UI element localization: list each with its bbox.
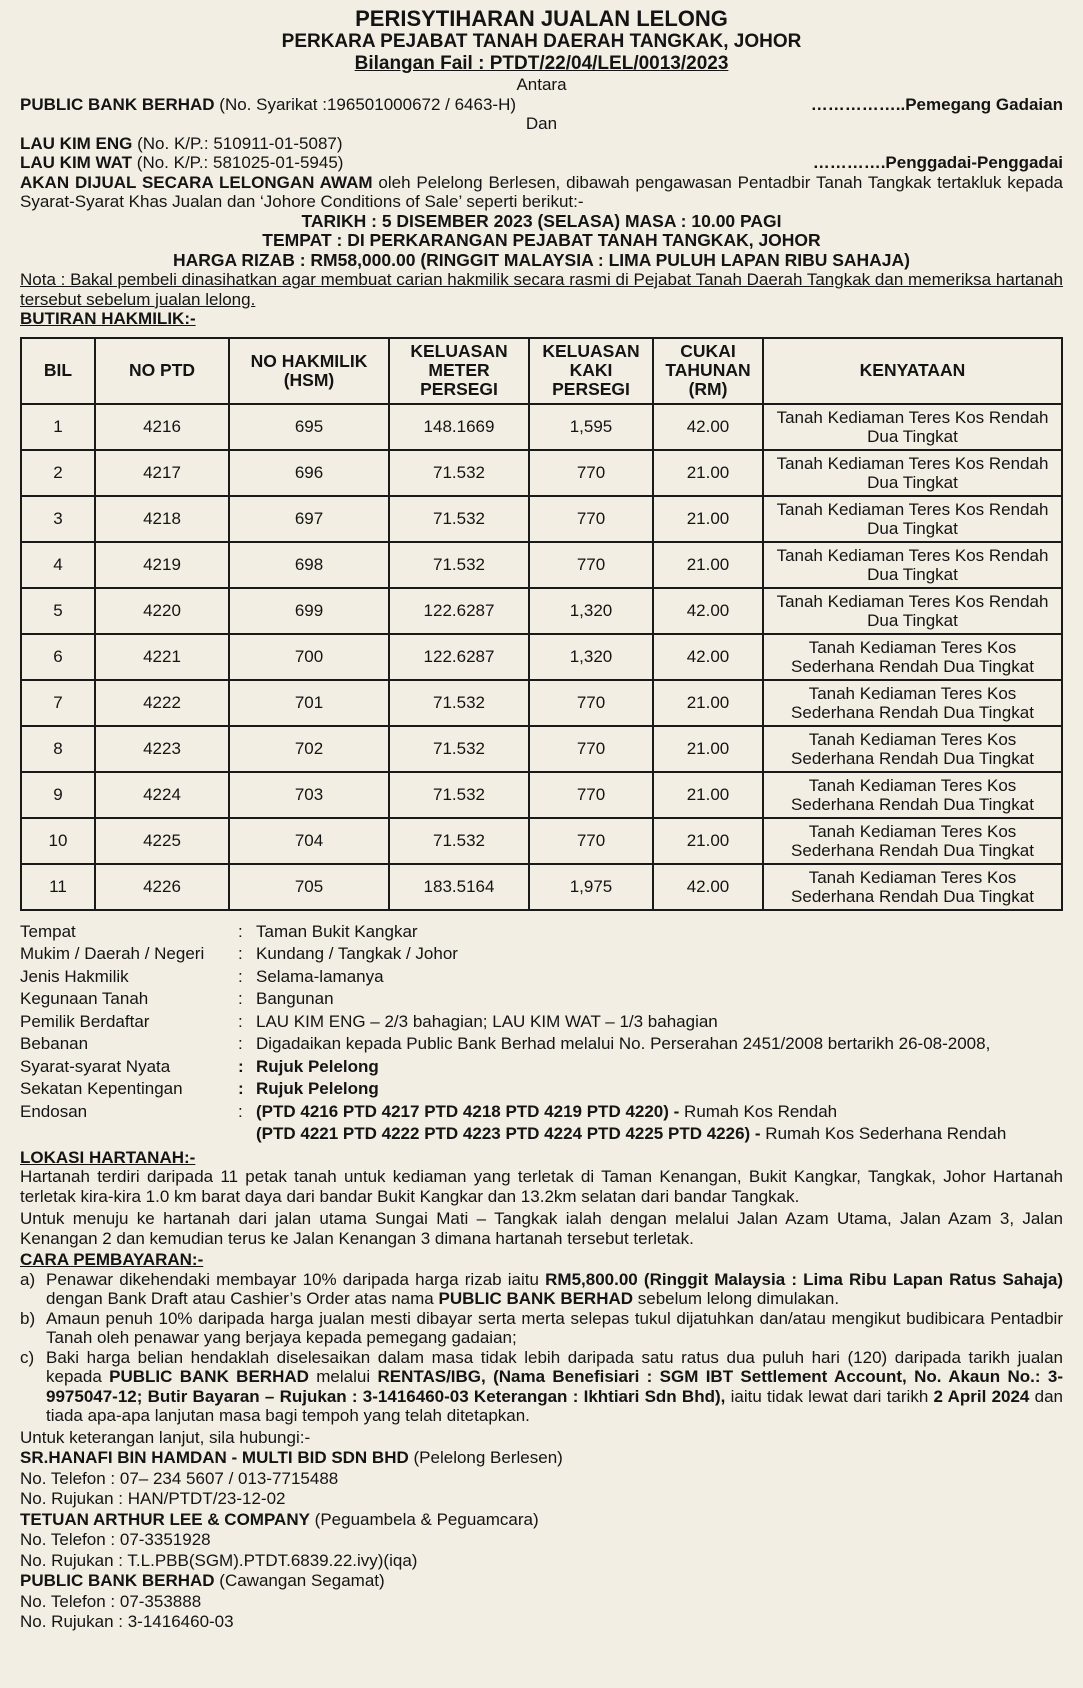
cell-no-hakmilik: 701 — [229, 680, 389, 726]
chargee-line — [20, 95, 1063, 115]
cell-cukai: 21.00 — [653, 496, 763, 542]
sekatan-value: Rujuk Pelelong — [256, 1079, 379, 1098]
table-body — [21, 404, 1062, 910]
cell-cukai: 42.00 — [653, 588, 763, 634]
chargor-1-ic: (No. K/P.: 510911-01-5087) — [132, 133, 343, 153]
cell-keluasan-kaki: 770 — [529, 680, 653, 726]
pemilik-value: LAU KIM ENG – 2/3 bahagian; LAU KIM WAT – 1/3 bahagian — [256, 1011, 718, 1031]
cell-no-hakmilik: 703 — [229, 772, 389, 818]
cell-no-ptd: 4222 — [95, 680, 229, 726]
payment-item-b — [20, 1309, 1063, 1348]
cell-keluasan-kaki: 770 — [529, 772, 653, 818]
col-header-no-ptd: NO PTD — [95, 338, 229, 404]
intro-text: oleh Pelelong Berlesen, dibawah pengawasan Pentadbir Tanah Tangkak tertakluk kepada Syarat-Syarat Khas Jualan dan ‘Johore Conditions of Sale’ seperti berikut:- — [20, 172, 1063, 211]
reserve-price: HARGA RIZAB : RM58,000.00 (RINGGIT MALAYSIA : LIMA PULUH LAPAN RIBU SAHAJA) — [173, 249, 910, 270]
col-header-no-hakmilik: NO HAKMILIK (HSM) — [229, 338, 389, 404]
contact-2-name — [20, 1510, 1063, 1531]
endosan-1-ptd: (PTD 4216 PTD 4217 PTD 4218 PTD 4219 PTD 4220) - — [256, 1101, 680, 1121]
chargor-2 — [20, 153, 343, 173]
cell-no-hakmilik: 704 — [229, 818, 389, 864]
contact-2-reference: No. Rujukan : T.L.PBB(SGM).PTDT.6839.22.ivy)(iqa) — [20, 1550, 418, 1570]
chargee-reg: (No. Syarikat :196501000672 / 6463-H) — [214, 94, 517, 114]
table-row — [21, 588, 1062, 634]
cell-no-ptd: 4217 — [95, 450, 229, 496]
cell-kenyataan: Tanah Kediaman Teres Kos Rendah Dua Tingkat — [763, 588, 1062, 634]
contact-3-org: PUBLIC BANK BERHAD — [20, 1571, 215, 1590]
item-c-part: dan tiada apa-apa lanjutan masa bagi tempoh yang telah ditetapkan. — [46, 1386, 1063, 1425]
table-row — [21, 496, 1062, 542]
sekatan-label: Sekatan Kepentingan — [20, 1079, 183, 1098]
contact-1-org: SR.HANAFI BIN HAMDAN - MULTI BID SDN BHD — [20, 1448, 409, 1467]
item-b-label: b) — [20, 1308, 36, 1328]
col-header-keluasan-kaki: KELUASAN KAKI PERSEGI — [529, 338, 653, 404]
item-c-part: Baki harga belian hendaklah diselesaikan dalam masa tidak lebih daripada satu ratus dua puluh hari (120) daripada tarikh jualan kepada — [46, 1347, 1063, 1386]
table-row — [21, 680, 1062, 726]
table-row — [21, 818, 1062, 864]
item-a-label: a) — [20, 1269, 36, 1289]
cell-keluasan-meter: 71.532 — [389, 680, 529, 726]
chargor-2-name: LAU KIM WAT — [20, 153, 133, 172]
cell-cukai: 42.00 — [653, 864, 763, 910]
cell-no-hakmilik: 705 — [229, 864, 389, 910]
kegunaan-value: Bangunan — [256, 989, 334, 1008]
contact-3-phone: No. Telefon : 07-353888 — [20, 1591, 202, 1611]
auction-notice — [20, 0, 1063, 1633]
dan-label: Dan — [525, 114, 558, 133]
cell-cukai: 21.00 — [653, 450, 763, 496]
cell-no-ptd: 4219 — [95, 542, 229, 588]
tempat-label: Tempat — [20, 921, 76, 941]
contact-1-name — [20, 1448, 1063, 1469]
cell-keluasan-meter: 71.532 — [389, 496, 529, 542]
cell-bil: 2 — [21, 450, 95, 496]
cell-kenyataan: Tanah Kediaman Teres Kos Sederhana Rendah Dua Tingkat — [763, 726, 1062, 772]
kegunaan-label: Kegunaan Tanah — [20, 989, 149, 1008]
cell-kenyataan: Tanah Kediaman Teres Kos Sederhana Rendah Dua Tingkat — [763, 864, 1062, 910]
cell-keluasan-kaki: 770 — [529, 726, 653, 772]
cell-no-ptd: 4226 — [95, 864, 229, 910]
chargee-name: PUBLIC BANK BERHAD — [20, 94, 215, 114]
intro-paragraph — [20, 173, 1063, 212]
cell-keluasan-kaki: 770 — [529, 542, 653, 588]
cell-keluasan-meter: 183.5164 — [389, 864, 529, 910]
cell-keluasan-meter: 148.1669 — [389, 404, 529, 450]
tempat-value: Taman Bukit Kangkar — [256, 921, 418, 941]
deposit-amount: RM5,800.00 (Ringgit Malaysia : Lima Ribu Lapan Ratus Sahaja) — [545, 1269, 1063, 1289]
cell-bil: 11 — [21, 864, 95, 910]
item-c-text — [46, 1348, 1063, 1426]
cell-keluasan-kaki: 1,975 — [529, 864, 653, 910]
col-header-kenyataan: KENYATAAN — [763, 338, 1062, 404]
cell-kenyataan: Tanah Kediaman Teres Kos Sederhana Rendah Dua Tingkat — [763, 634, 1062, 680]
chargee — [20, 95, 516, 115]
cell-keluasan-meter: 71.532 — [389, 726, 529, 772]
endosan-value — [256, 1101, 1063, 1146]
col-header-keluasan-meter: KELUASAN METER PERSEGI — [389, 338, 529, 404]
cell-kenyataan: Tanah Kediaman Teres Kos Sederhana Rendah Dua Tingkat — [763, 772, 1062, 818]
cell-keluasan-kaki: 770 — [529, 496, 653, 542]
cell-cukai: 42.00 — [653, 404, 763, 450]
payee-name: PUBLIC BANK BERHAD — [109, 1367, 309, 1386]
endosan-2-text: Rumah Kos Sederhana Rendah — [760, 1124, 1007, 1143]
cell-no-hakmilik: 697 — [229, 496, 389, 542]
chargor-role: ………….Penggadai-Penggadai — [812, 153, 1063, 172]
lokasi-paragraph-1: Hartanah terdiri daripada 11 petak tanah untuk kediaman yang terletak di Taman Kenangan, Bukit Kangkar, Tangkak, Johor Hartanah terletak kira-kira 1.0 km barat daya dari bandar Bukit Kangkar dan 13.2km selatan dari bandar Tangkak. — [20, 1167, 1063, 1206]
cell-keluasan-meter: 122.6287 — [389, 634, 529, 680]
chargee-role: ……………..Pemegang Gadaian — [810, 94, 1063, 114]
note: Nota : Bakal pembeli dinasihatkan agar membuat carian hakmilik secara rasmi di Pejabat Tanah Daerah Tangkak dan memeriksa hartanah tersebut sebelum jualan lelong. — [20, 270, 1063, 309]
cell-cukai: 21.00 — [653, 542, 763, 588]
item-a-part: sebelum lelong dimulakan. — [633, 1289, 840, 1308]
cell-no-ptd: 4223 — [95, 726, 229, 772]
cell-no-hakmilik: 700 — [229, 634, 389, 680]
property-details — [20, 921, 1063, 1146]
cell-keluasan-kaki: 770 — [529, 450, 653, 496]
contact-1-reference: No. Rujukan : HAN/PTDT/23-12-02 — [20, 1489, 286, 1508]
cell-keluasan-kaki: 1,595 — [529, 404, 653, 450]
cell-cukai: 21.00 — [653, 772, 763, 818]
title-details-heading: BUTIRAN HAKMILIK:- — [20, 309, 196, 328]
payment-heading: CARA PEMBAYARAN:- — [20, 1250, 204, 1269]
notice-subtitle: PERKARA PEJABAT TANAH DAERAH TANGKAK, JOHOR — [281, 31, 802, 52]
mukim-label: Mukim / Daerah / Negeri — [20, 944, 205, 963]
cell-keluasan-meter: 71.532 — [389, 542, 529, 588]
table-row — [21, 772, 1062, 818]
cell-kenyataan: Tanah Kediaman Teres Kos Rendah Dua Tingkat — [763, 450, 1062, 496]
table-row — [21, 634, 1062, 680]
colon: : — [238, 1101, 243, 1121]
contact-2-org: TETUAN ARTHUR LEE & COMPANY — [20, 1509, 310, 1529]
table-header-row — [21, 338, 1062, 404]
cell-no-hakmilik: 699 — [229, 588, 389, 634]
item-a-part: dengan Bank Draft atau Cashier’s Order atas nama — [46, 1289, 439, 1308]
colon: : — [238, 966, 243, 986]
title-details-table — [20, 337, 1063, 911]
mukim-value: Kundang / Tangkak / Johor — [256, 944, 458, 963]
cell-bil: 7 — [21, 680, 95, 726]
colon: : — [238, 1034, 243, 1053]
item-a-text — [46, 1270, 1063, 1309]
pemilik-label: Pemilik Berdaftar — [20, 1011, 150, 1031]
cell-keluasan-kaki: 770 — [529, 818, 653, 864]
contact-3-role: (Cawangan Segamat) — [214, 1571, 385, 1590]
contacts-intro: Untuk keterangan lanjut, sila hubungi:- — [20, 1427, 311, 1447]
file-number: Bilangan Fail : PTDT/22/04/LEL/0013/2023 — [354, 53, 729, 74]
syarat-label: Syarat-syarat Nyata — [20, 1056, 171, 1076]
antara-label: Antara — [516, 75, 567, 94]
cell-no-hakmilik: 696 — [229, 450, 389, 496]
cell-keluasan-kaki: 1,320 — [529, 588, 653, 634]
contact-1-phone: No. Telefon : 07– 234 5607 / 013-7715488 — [20, 1468, 339, 1488]
cell-keluasan-kaki: 1,320 — [529, 634, 653, 680]
contact-2-role: (Peguambela & Peguamcara) — [309, 1509, 539, 1529]
table-row — [21, 726, 1062, 772]
cell-cukai: 21.00 — [653, 680, 763, 726]
cell-kenyataan: Tanah Kediaman Teres Kos Sederhana Rendah Dua Tingkat — [763, 680, 1062, 726]
cell-bil: 10 — [21, 818, 95, 864]
endosan-1-text: Rumah Kos Rendah — [679, 1101, 838, 1121]
colon: : — [238, 1011, 243, 1031]
item-b-text: Amaun penuh 10% daripada harga jualan mesti dibayar serta merta selepas tukul dijatuhkan dan/atau mengikut budibicara Pentadbir Tanah oleh penawar yang berjaya kepada pemegang gadaian; — [46, 1308, 1063, 1347]
payment-item-a — [20, 1270, 1063, 1309]
item-c-part: iaitu tidak lewat dari tarikh — [725, 1386, 934, 1406]
cell-kenyataan: Tanah Kediaman Teres Kos Rendah Dua Tingkat — [763, 404, 1062, 450]
notice-title: PERISYTIHARAN JUALAN LELONG — [355, 6, 728, 31]
payment-item-c — [20, 1348, 1063, 1426]
table-row — [21, 404, 1062, 450]
cell-bil: 8 — [21, 726, 95, 772]
cell-no-hakmilik: 698 — [229, 542, 389, 588]
cell-bil: 9 — [21, 772, 95, 818]
item-a-part: Penawar dikehendaki membayar 10% daripada harga rizab iaitu — [46, 1269, 546, 1289]
cell-kenyataan: Tanah Kediaman Teres Kos Sederhana Rendah Dua Tingkat — [763, 818, 1062, 864]
cell-bil: 1 — [21, 404, 95, 450]
chargor-2-ic: (No. K/P.: 581025-01-5945) — [132, 153, 344, 172]
cell-cukai: 42.00 — [653, 634, 763, 680]
contact-3-reference: No. Rujukan : 3-1416460-03 — [20, 1612, 234, 1631]
table-row — [21, 450, 1062, 496]
cell-cukai: 21.00 — [653, 818, 763, 864]
bebanan-label: Bebanan — [20, 1034, 89, 1053]
cell-no-ptd: 4218 — [95, 496, 229, 542]
endosan-2-ptd: (PTD 4221 PTD 4222 PTD 4223 PTD 4224 PTD 4225 PTD 4226) - — [256, 1124, 761, 1143]
cell-no-ptd: 4216 — [95, 404, 229, 450]
cell-no-ptd: 4220 — [95, 588, 229, 634]
colon: : — [238, 1056, 244, 1076]
col-header-bil: BIL — [21, 338, 95, 404]
endosan-line-2 — [256, 1124, 1006, 1143]
cell-kenyataan: Tanah Kediaman Teres Kos Rendah Dua Tingkat — [763, 496, 1062, 542]
item-c-part: melalui — [308, 1367, 378, 1386]
chargor-1-name: LAU KIM ENG — [20, 133, 133, 153]
lokasi-heading: LOKASI HARTANAH:- — [20, 1147, 196, 1167]
table-row — [21, 542, 1062, 588]
cell-no-ptd: 4221 — [95, 634, 229, 680]
auction-place: TEMPAT : DI PERKARANGAN PEJABAT TANAH TANGKAK, JOHOR — [262, 230, 821, 250]
cell-bil: 3 — [21, 496, 95, 542]
table-row — [21, 864, 1062, 910]
endosan-label: Endosan — [20, 1101, 88, 1121]
jenis-label: Jenis Hakmilik — [20, 966, 129, 986]
auction-date: TARIKH : 5 DISEMBER 2023 (SELASA) MASA : 10.00 PAGI — [301, 210, 782, 231]
chargor-2-line — [20, 153, 1063, 173]
cell-no-hakmilik: 695 — [229, 404, 389, 450]
cell-kenyataan: Tanah Kediaman Teres Kos Rendah Dua Tingkat — [763, 542, 1062, 588]
cell-bil: 4 — [21, 542, 95, 588]
deadline-date: 2 April 2024 — [933, 1386, 1030, 1406]
cell-keluasan-meter: 71.532 — [389, 772, 529, 818]
contact-3-name — [20, 1571, 1063, 1592]
cell-no-ptd: 4224 — [95, 772, 229, 818]
bebanan-value: Digadaikan kepada Public Bank Berhad melalui No. Perserahan 2451/2008 bertarikh 26-08-2008, — [256, 1034, 991, 1053]
colon: : — [238, 921, 243, 941]
colon: : — [238, 944, 243, 963]
cell-no-ptd: 4225 — [95, 818, 229, 864]
jenis-value: Selama-lamanya — [256, 966, 384, 986]
endosan-line-1 — [256, 1102, 837, 1121]
cell-no-hakmilik: 702 — [229, 726, 389, 772]
payee-name: PUBLIC BANK BERHAD — [438, 1289, 634, 1308]
cell-keluasan-meter: 71.532 — [389, 818, 529, 864]
cell-keluasan-meter: 122.6287 — [389, 588, 529, 634]
bank-transfer-details: RENTAS/IBG, (Nama Benefisiari : SGM IBT Settlement Account, No. Akaun No.: 3-9975047-12; Butir Bayaran – Rujukan : 3-1416460-03 Keterangan : Ikhtiari Sdn Bhd), — [46, 1367, 1063, 1406]
col-header-cukai: CUKAI TAHUNAN (RM) — [653, 338, 763, 404]
item-c-label: c) — [20, 1347, 35, 1367]
contact-1-role: (Pelelong Berlesen) — [408, 1448, 563, 1467]
syarat-value: Rujuk Pelelong — [256, 1056, 379, 1076]
colon: : — [238, 989, 243, 1008]
colon: : — [238, 1079, 244, 1098]
cell-keluasan-meter: 71.532 — [389, 450, 529, 496]
contact-2-phone: No. Telefon : 07-3351928 — [20, 1530, 211, 1549]
intro-bold: AKAN DIJUAL SECARA LELONGAN AWAM — [20, 172, 373, 192]
cell-cukai: 21.00 — [653, 726, 763, 772]
cell-bil: 5 — [21, 588, 95, 634]
lokasi-paragraph-2: Untuk menuju ke hartanah dari jalan utama Sungai Mati – Tangkak ialah dengan melalui Jalan Azam Utama, Jalan Azam 3, Jalan Kenangan 2 dan kemudian terus ke Jalan Kenangan 3 dimana hartanah tersebut terletak. — [20, 1209, 1063, 1248]
cell-bil: 6 — [21, 634, 95, 680]
chargor-1 — [20, 134, 1063, 154]
